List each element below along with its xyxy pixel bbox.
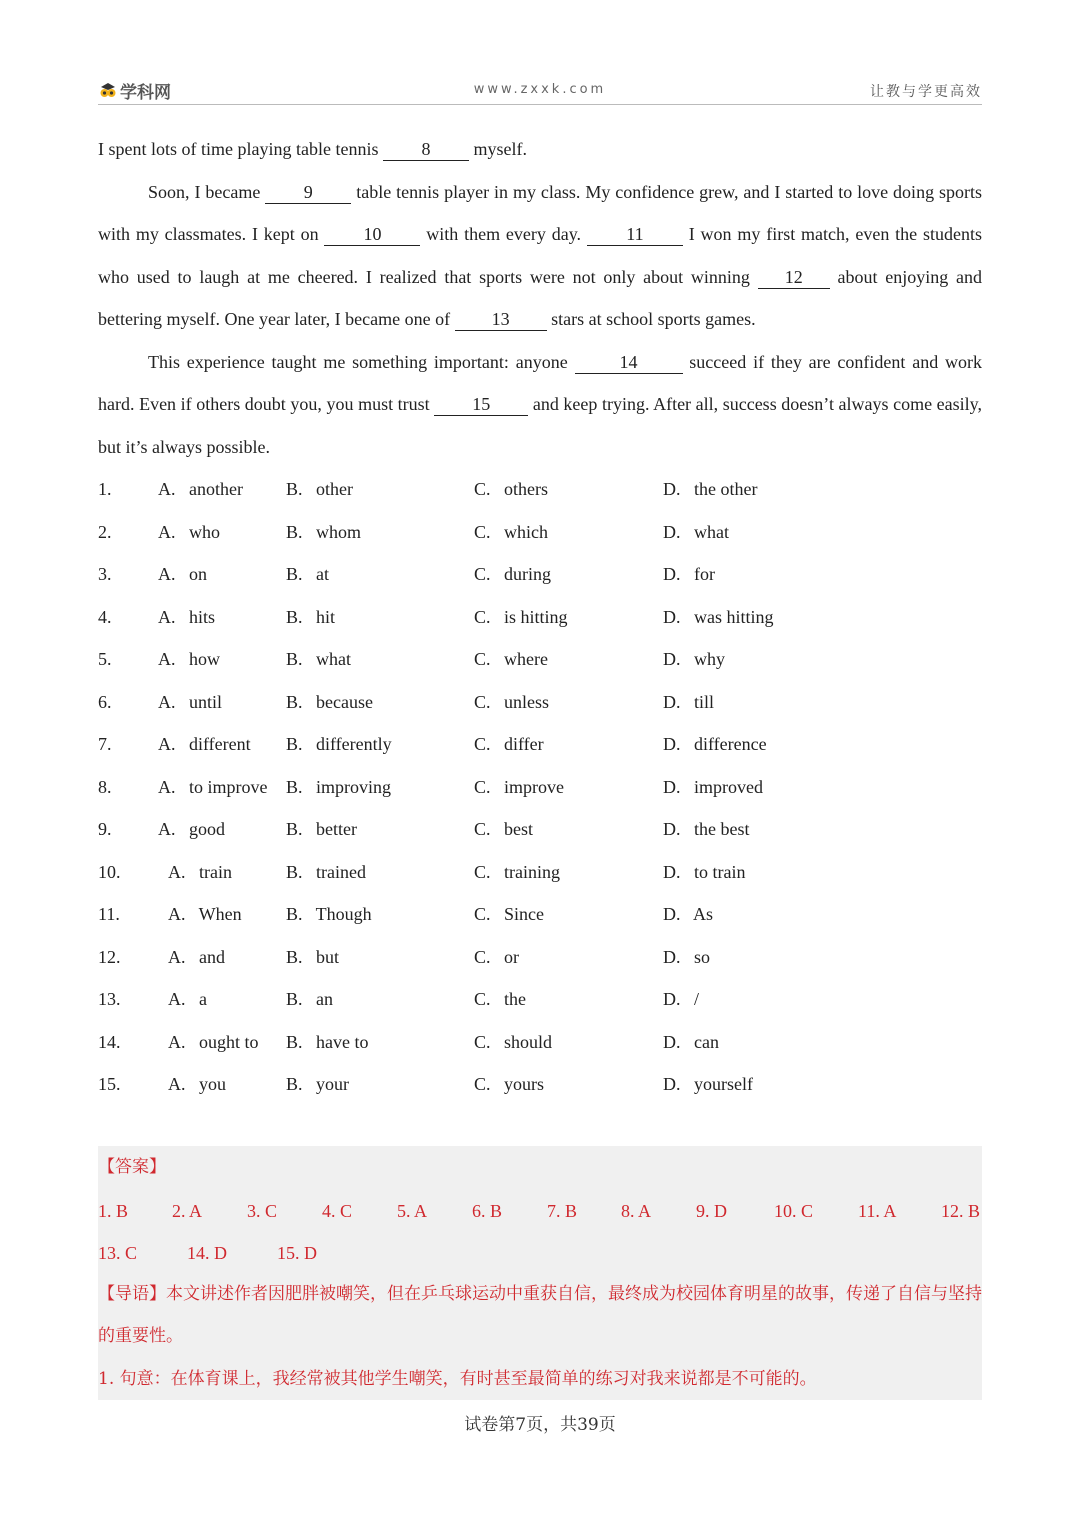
option-a: A. good [158, 819, 225, 839]
option-a: A. different [158, 734, 251, 754]
option-row [98, 808, 982, 851]
blank-9: 9 [265, 181, 351, 204]
text-run: with them every day. [420, 224, 587, 244]
option-row [98, 978, 982, 1021]
option-d: D. so [663, 946, 711, 967]
option-row [98, 723, 982, 766]
answer-item: 10. C [774, 1201, 814, 1221]
answer-item: 12. B [941, 1201, 981, 1221]
option-a: A. how [158, 649, 220, 669]
option-row [98, 1021, 982, 1064]
option-number: 15. [98, 1074, 121, 1094]
blank-15: 15 [434, 393, 528, 416]
option-c: C. others [474, 479, 548, 499]
option-d: D. / [663, 989, 699, 1009]
option-a: A. you [168, 1074, 226, 1094]
answer-item: 3. C [247, 1201, 278, 1221]
text-run: and keep trying. After all, success doesn’t always come easily, but it’s always possible. [98, 394, 982, 457]
text-run: This experience taught me something important: anyone [148, 351, 575, 372]
cloze-passage [98, 128, 982, 468]
passage-paragraph-3 [98, 341, 982, 469]
option-number: 14. [98, 1031, 121, 1052]
option-d: D. was hitting [663, 606, 774, 627]
option-b: B. have to [286, 1031, 369, 1052]
blank-13: 13 [455, 308, 547, 331]
option-c: C. differ [474, 734, 544, 754]
option-b: B. what [286, 649, 351, 669]
text-run: Soon, I became [148, 181, 266, 202]
option-d: D. to train [663, 861, 746, 882]
option-c: C. is hitting [474, 606, 568, 627]
option-row [98, 936, 982, 979]
option-c: C. training [474, 861, 560, 882]
option-number: 12. [98, 946, 121, 967]
option-a: A. on [158, 564, 207, 584]
page-header [98, 74, 982, 105]
option-d: D. improved [663, 776, 763, 797]
option-a: A. until [158, 691, 223, 712]
answer-item: 14. D [187, 1243, 227, 1263]
option-number: 1. [98, 479, 112, 499]
option-b: B. because [286, 691, 373, 712]
option-c: C. yours [474, 1074, 545, 1094]
text-run: table tennis player in my class. My confidence grew, and I started to love doing sports with my classmates. I kept on [98, 181, 983, 244]
option-a: A. a [168, 989, 207, 1009]
header-slogan: 让教与学更高效 [870, 84, 982, 100]
option-b: B. at [286, 564, 329, 584]
text-run: about enjoying and bettering myself. One year later, I became one of [98, 266, 982, 329]
option-number: 3. [98, 564, 112, 584]
option-number: 11. [98, 904, 120, 924]
text-run: myself. [468, 139, 527, 159]
option-a: A. When [168, 904, 242, 924]
answer-item: 6. B [472, 1201, 503, 1221]
option-d: D. the best [663, 819, 750, 839]
option-number: 5. [98, 649, 112, 669]
option-c: C. which [474, 521, 548, 542]
blank-8: 8 [383, 138, 469, 161]
answer-item: 2. A [172, 1201, 203, 1221]
answer-item: 13. C [98, 1243, 138, 1263]
option-b: B. an [286, 989, 333, 1009]
site-url[interactable]: www.zxxk.com [473, 82, 607, 97]
answer-intro: 【导语】本文讲述作者因肥胖被嘲笑，但在乒乓球运动中重获自信，最终成为校园体育明星的故事，传递了自信与坚持的重要性。 [98, 1284, 982, 1346]
passage-paragraph-1 [98, 128, 982, 171]
option-a: A. who [158, 521, 220, 542]
answer-item: 1. B [98, 1201, 129, 1221]
answer-item: 5. A [397, 1201, 428, 1221]
answer-item: 7. B [547, 1201, 578, 1221]
option-row [98, 681, 982, 724]
text-run: I spent lots of time playing table tennis [98, 139, 383, 159]
answer-title: 【答案】 [98, 1157, 166, 1177]
passage-paragraph-2 [98, 171, 982, 341]
text-run: stars at school sports games. [546, 309, 756, 329]
option-a: A. and [168, 946, 225, 967]
option-row [98, 468, 982, 511]
answer-row [98, 1240, 982, 1266]
answer-item: 11. A [858, 1201, 897, 1221]
option-number: 8. [98, 776, 112, 797]
text-run: I won my first match, even the students who used to laugh at me cheered. I realized that sports were not only about winning [98, 224, 982, 287]
option-c: C. during [474, 564, 552, 584]
answer-item: 4. C [322, 1201, 353, 1221]
option-b: B. differently [286, 734, 392, 754]
text-run: succeed if they are confident and work hard. Even if others doubt you, you must trust [98, 351, 982, 414]
option-b: B. your [286, 1074, 349, 1094]
blank-14: 14 [575, 351, 683, 374]
option-c: C. should [474, 1031, 553, 1052]
blank-12: 12 [758, 266, 830, 289]
option-a: A. another [158, 479, 243, 499]
option-c: C. Since [474, 904, 544, 924]
option-d: D. can [663, 1031, 719, 1052]
option-b: B. improving [286, 776, 392, 797]
option-row [98, 893, 982, 936]
option-b: B. whom [286, 521, 362, 542]
option-c: C. unless [474, 691, 550, 712]
option-c: C. the [474, 989, 526, 1009]
answer-explanation-1: 1. 句意：在体育课上，我经常被其他学生嘲笑，有时甚至最简单的练习对我来说都是不可能的。 [98, 1369, 817, 1389]
option-d: D. why [663, 649, 725, 669]
logo-text: 学科网 [120, 83, 171, 103]
option-d: D. for [663, 564, 715, 584]
option-row [98, 553, 982, 596]
answer-item: 15. D [277, 1243, 317, 1263]
option-row [98, 851, 982, 894]
option-row [98, 1063, 982, 1106]
page-number: 试卷第7页，共39页 [464, 1415, 616, 1435]
option-row [98, 766, 982, 809]
option-a: A. to improve [158, 776, 268, 797]
option-b: B. other [286, 479, 353, 499]
option-number: 2. [98, 521, 112, 542]
option-number: 10. [98, 861, 121, 882]
option-b: B. trained [286, 861, 366, 882]
answer-item: 8. A [621, 1201, 652, 1221]
option-d: D. As [663, 904, 714, 924]
option-number: 9. [98, 819, 112, 839]
option-number: 4. [98, 606, 112, 627]
option-b: B. hit [286, 606, 336, 627]
answer-row [98, 1198, 982, 1224]
option-a: A. train [168, 861, 232, 882]
option-d: D. yourself [663, 1074, 753, 1094]
option-number: 13. [98, 989, 121, 1009]
option-row [98, 596, 982, 639]
option-b: B. Though [286, 904, 372, 924]
option-b: B. but [286, 946, 340, 967]
answer-section [98, 1146, 982, 1400]
blank-11: 11 [587, 223, 683, 246]
option-d: D. till [663, 691, 715, 712]
option-number: 7. [98, 734, 112, 754]
option-c: C. where [474, 649, 548, 669]
option-d: D. difference [663, 734, 767, 754]
options-list [98, 468, 982, 1106]
option-d: D. the other [663, 479, 758, 499]
option-b: B. better [286, 819, 357, 839]
option-a: A. hits [158, 606, 216, 627]
option-a: A. ought to [168, 1031, 259, 1052]
blank-10: 10 [324, 223, 420, 246]
option-row [98, 638, 982, 681]
option-c: C. improve [474, 776, 564, 797]
answer-item: 9. D [696, 1201, 727, 1221]
option-number: 6. [98, 691, 112, 712]
option-c: C. or [474, 946, 519, 967]
option-c: C. best [474, 819, 534, 839]
option-d: D. what [663, 521, 729, 542]
option-row [98, 511, 982, 554]
